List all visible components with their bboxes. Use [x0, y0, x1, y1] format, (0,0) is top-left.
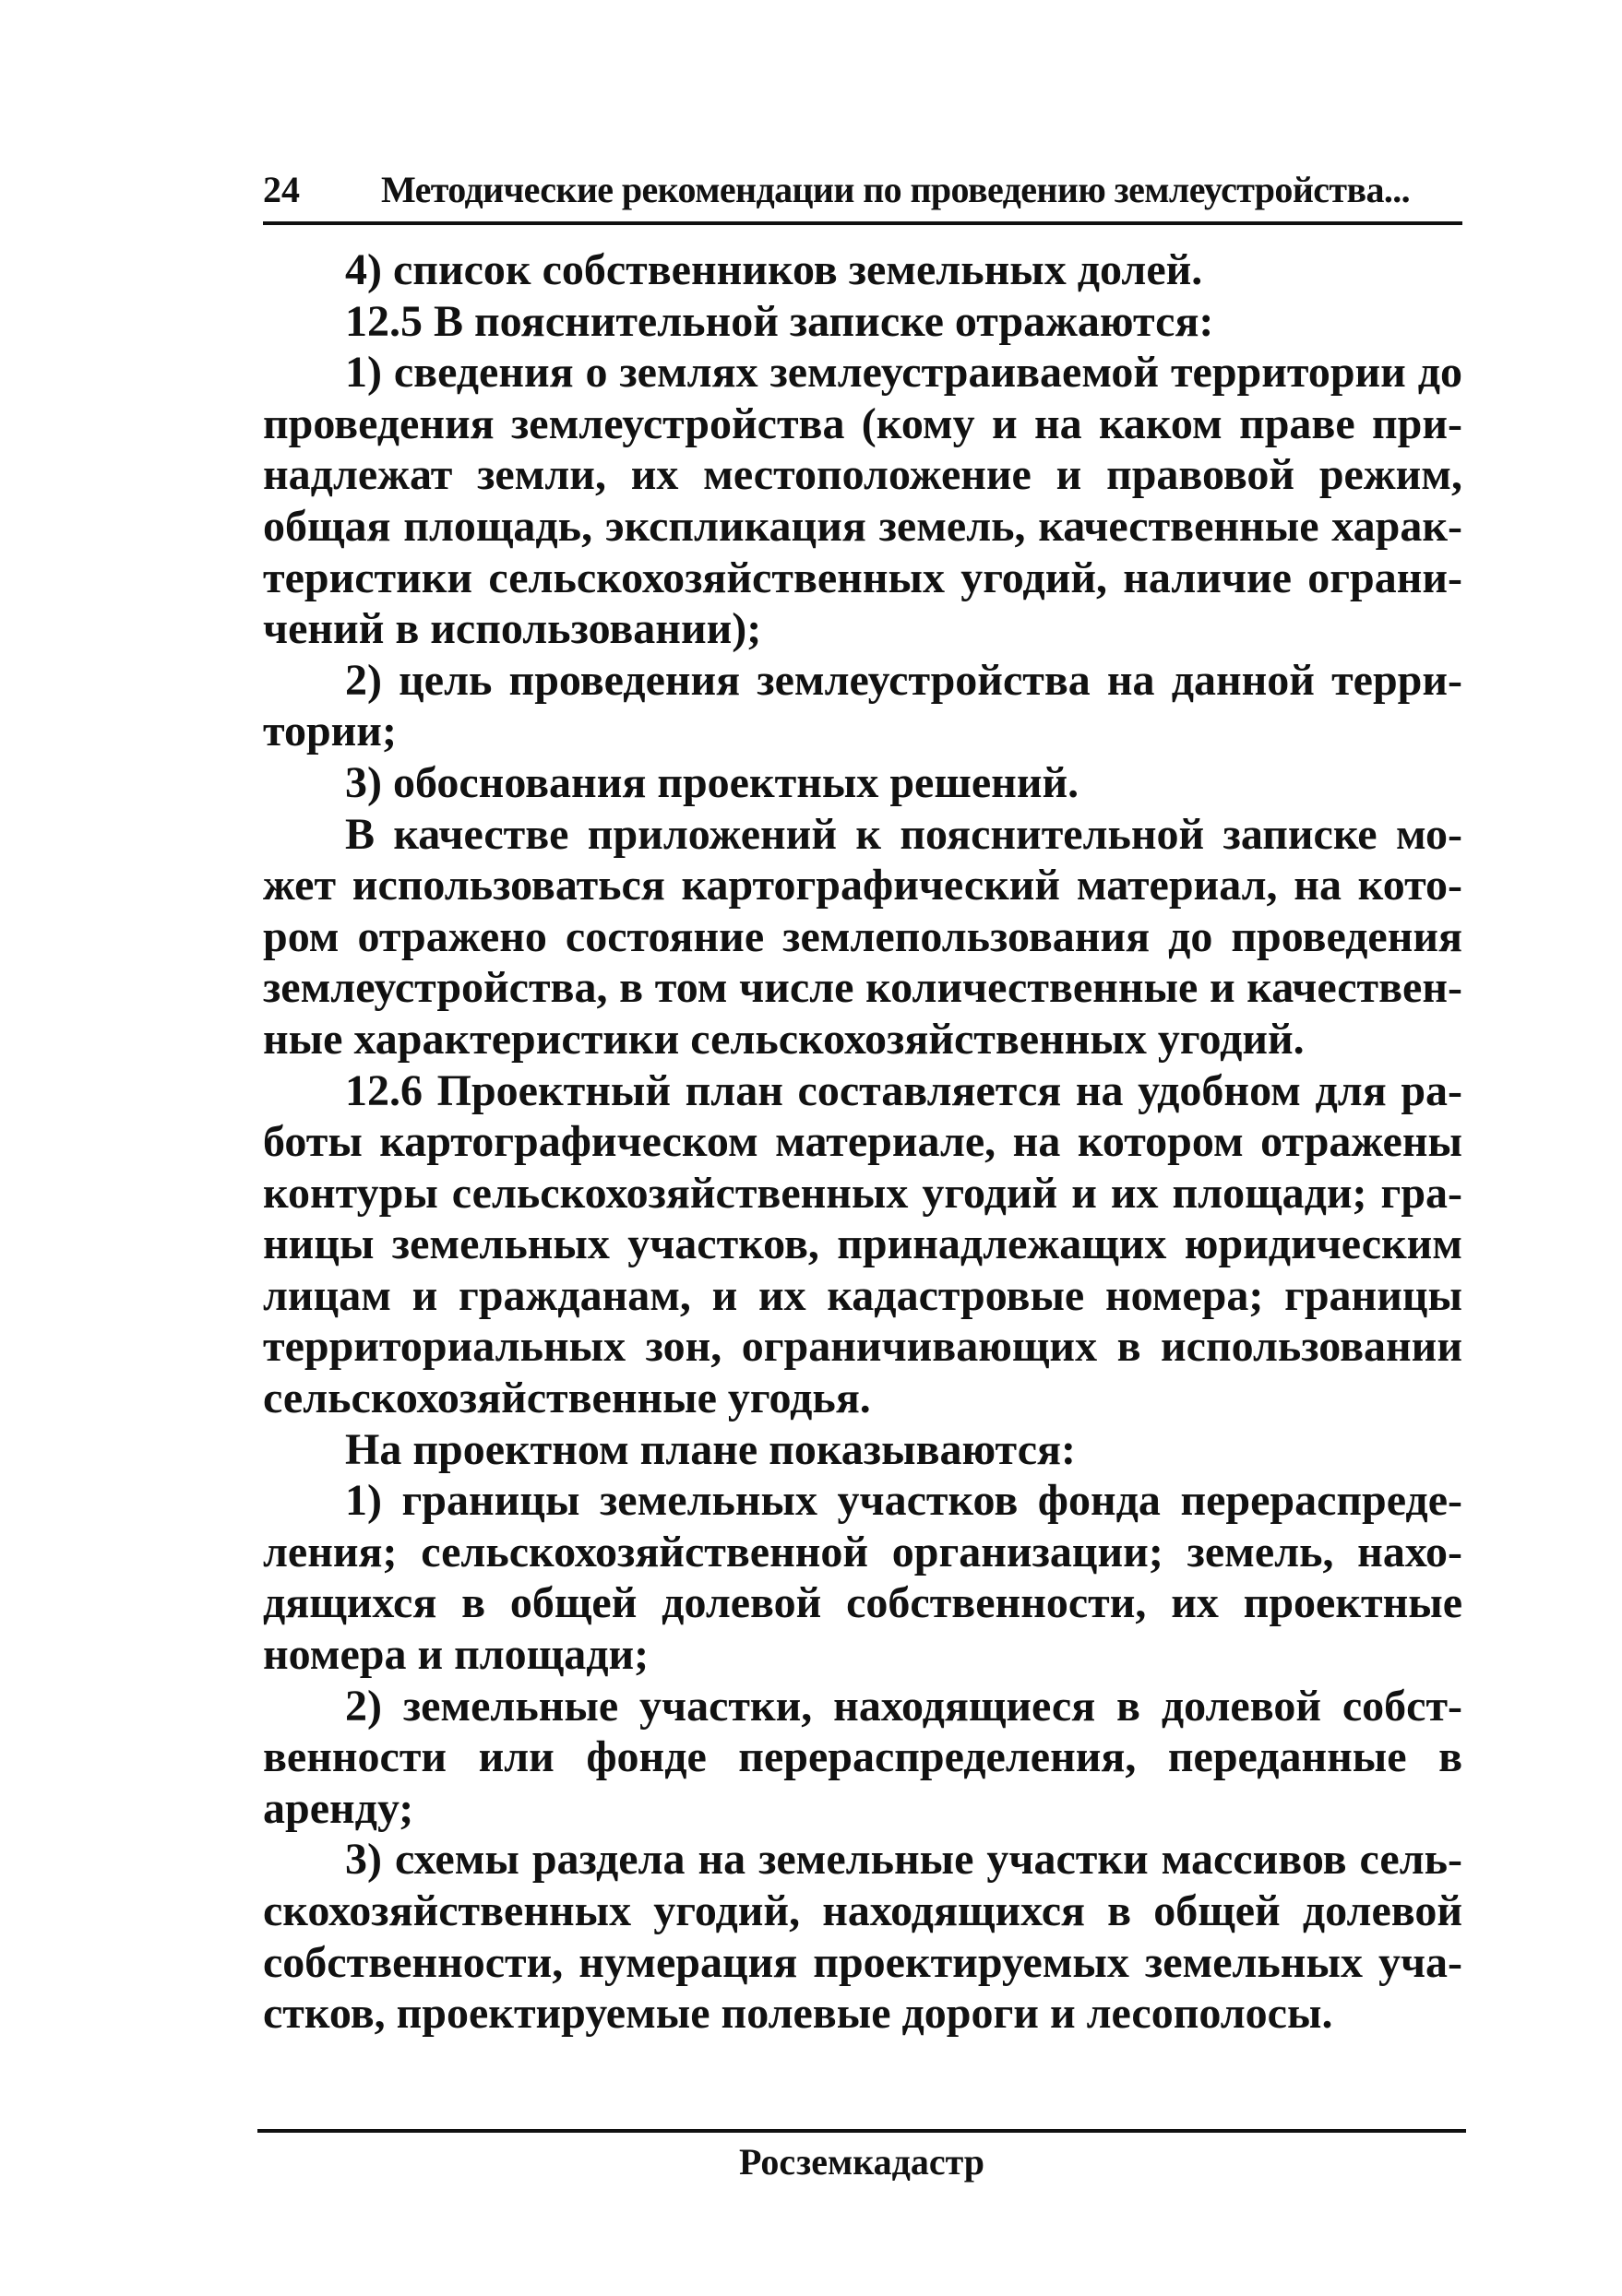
page-footer: Росземкадастр	[738, 2141, 985, 2183]
paragraph-plan-intro: На проектном плане показываются:	[345, 1424, 1076, 1474]
paragraph-section-12-6: 12.6 Проектный план составляется на удобном для работы картографическом материале, на котором отражены контуры сельскохозяйственных угодий и их площади; границы земельных участков, принадлежащих юридическим лицам и гражданам, и их кадастровые номера; границы территориальных зон, ограничивающих в использовании сельскохозяйственные угодья.	[263, 1065, 1462, 1423]
page-number: 24	[263, 169, 300, 210]
paragraph-plan-item-2: 2) земельные участки, находящиеся в долевой собственности или фонде перераспределения, переданные в аренду;	[263, 1681, 1462, 1833]
paragraph-list-item-4: 4) список собственников земельных долей.	[345, 245, 1203, 294]
paragraph-section-12-5: 12.5 В пояснительной записке отражаются:	[345, 296, 1214, 346]
paragraph-list-item-1: 1) сведения о землях землеустраиваемой территории до проведения землеустройства (кому и на каком праве принадлежат земли, их местоположение и правовой режим, общая площадь, экспликация земель, качественные характеристики сельскохозяйственных угодий, наличие ограничений в использовании);	[263, 348, 1462, 654]
paragraph-appendix-note: В качестве приложений к пояснительной записке может использоваться картографический материал, на котором отражено состояние землепользования до проведения землеустройства, в том числе количественные и качественные характеристики сельскохозяйственных угодий.	[263, 809, 1462, 1064]
page-header	[263, 166, 1462, 225]
paragraph-plan-item-1: 1) границы земельных участков фонда перераспределения; сельскохозяйственной организации; земель, находящихся в общей долевой собственности, их проектные номера и площади;	[263, 1476, 1462, 1680]
footer-divider	[257, 2129, 1466, 2133]
paragraph-list-item-3: 3) обоснования проектных решений.	[345, 757, 1079, 807]
body-text	[263, 244, 1462, 2040]
paragraph-list-item-2: 2) цель проведения землеустройства на данной территории;	[263, 655, 1462, 756]
running-title: Методические рекомендации по проведению землеустройства...	[381, 169, 1411, 210]
paragraph-plan-item-3: 3) схемы раздела на земельные участки массивов сельскохозяйственных угодий, находящихся в общей долевой собственности, нумерация проектируемых земельных участков, проектируемые полевые дороги и лесополосы.	[263, 1835, 1462, 2039]
